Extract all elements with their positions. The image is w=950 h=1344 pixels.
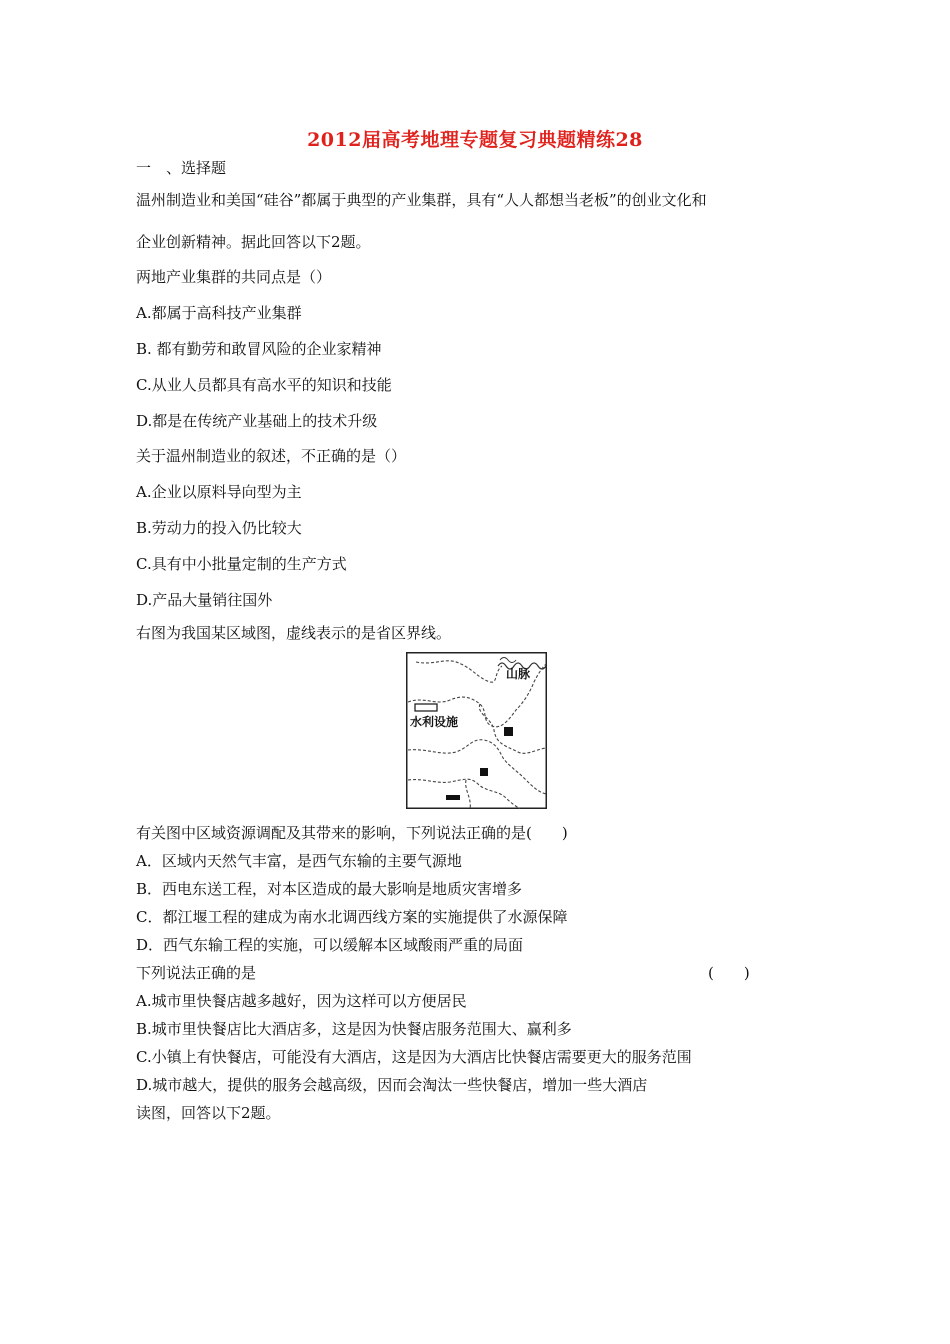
option-b: B.劳动力的投入仍比较大 xyxy=(136,519,302,537)
water-facility-symbol xyxy=(415,704,437,711)
question-stem: 下列说法正确的是 xyxy=(136,964,257,982)
text-line: 企业创新精神。据此回答以下2题。 xyxy=(136,233,371,251)
option-c: C.具有中小批量定制的生产方式 xyxy=(136,555,347,573)
option-d: D.都是在传统产业基础上的技术升级 xyxy=(136,412,378,430)
city-marker xyxy=(504,727,513,736)
option-b: B．西电东送工程，对本区造成的最大影响是地质灾害增多 xyxy=(136,880,523,898)
section-heading: 一 、选择题 xyxy=(136,159,227,177)
option-a: A.企业以原料导向型为主 xyxy=(136,483,302,501)
text-line: 温州制造业和美国“硅谷”都属于典型的产业集群，具有“人人都想当老板”的创业文化和 xyxy=(136,191,707,209)
option-c: C.从业人员都具有高水平的知识和技能 xyxy=(136,376,392,394)
map-intro: 右图为我国某区域图，虚线表示的是省区界线。 xyxy=(136,624,452,642)
option-a: A．区域内天然气丰富，是西气东输的主要气源地 xyxy=(136,852,462,870)
page-title: 2012届高考地理专题复习典题精练28 xyxy=(307,129,643,151)
option-c: C．都江堰工程的建成为南水北调西线方案的实施提供了水源保障 xyxy=(136,908,568,926)
city-marker xyxy=(480,768,488,776)
option-a: A.城市里快餐店越多越好，因为这样可以方便居民 xyxy=(136,992,467,1010)
question-stem: 有关图中区域资源调配及其带来的影响，下列说法正确的是( ) xyxy=(136,824,568,842)
question-stem: 关于温州制造业的叙述，不正确的是（） xyxy=(136,447,407,465)
facility-marker xyxy=(446,795,460,800)
water-facility-label: 水利设施 xyxy=(410,715,459,729)
option-d: D.产品大量销往国外 xyxy=(136,591,273,609)
answer-paren: ( ) xyxy=(708,964,750,982)
text-line: 读图，回答以下2题。 xyxy=(136,1104,281,1122)
option-d: D．西气东输工程的实施，可以缓解本区域酸雨严重的局面 xyxy=(136,936,524,954)
option-c: C.小镇上有快餐店，可能没有大酒店，这是因为大酒店比快餐店需要更大的服务范围 xyxy=(136,1048,692,1066)
mountain-label: 山脉 xyxy=(506,667,531,681)
option-d: D.城市越大，提供的服务会越高级，因而会淘汰一些快餐店，增加一些大酒店 xyxy=(136,1076,648,1094)
option-a: A.都属于高科技产业集群 xyxy=(136,304,302,322)
question-stem: 两地产业集群的共同点是（） xyxy=(136,268,332,286)
region-map xyxy=(406,652,547,809)
option-b: B. 都有勤劳和敢冒风险的企业家精神 xyxy=(136,340,382,358)
option-b: B.城市里快餐店比大酒店多，这是因为快餐店服务范围大、赢利多 xyxy=(136,1020,572,1038)
